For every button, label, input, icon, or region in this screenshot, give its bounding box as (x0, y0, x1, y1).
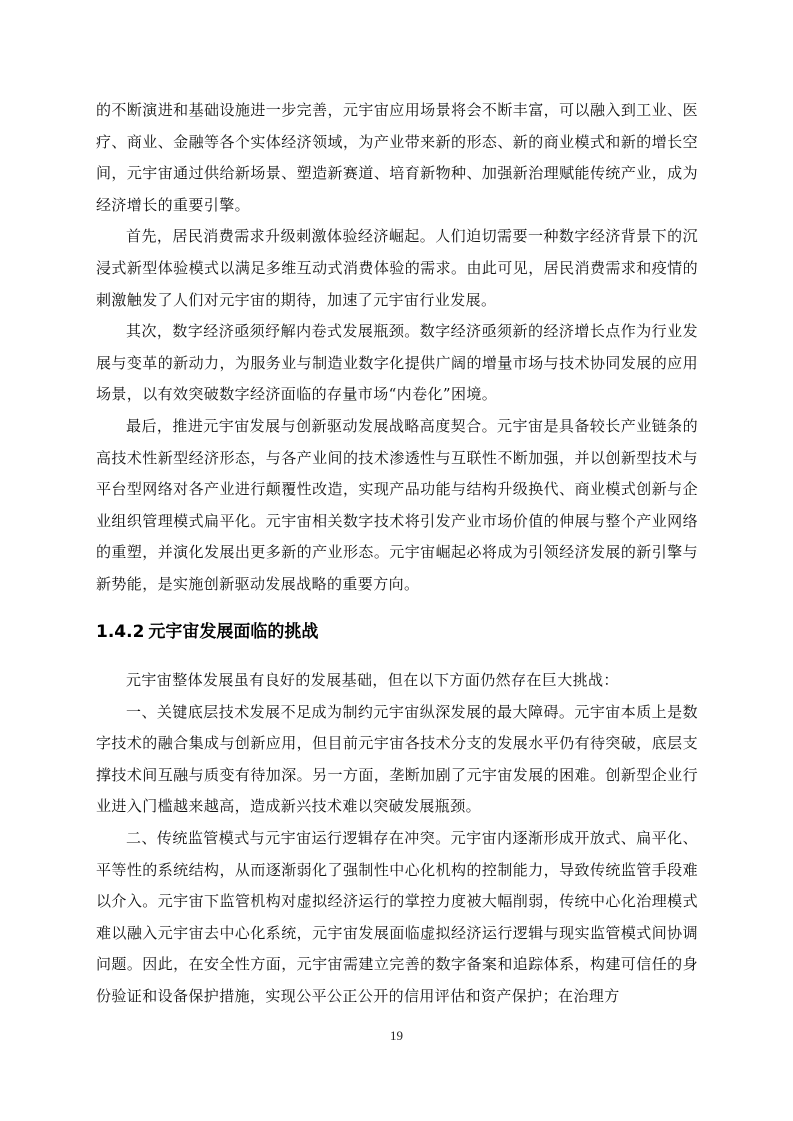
paragraph-challenge-regulation: 二、传统监管模式与元宇宙运行逻辑存在冲突。元宇宙内逐渐形成开放式、扁平化、平等性的系统结构，从而逐渐弱化了强制性中心化机构的控制能力，导致传统监管手段难以介入。元宇宙下监管机构对虚拟经济运行的掌控力度被大幅削弱，传统中心化治理模式难以融入元宇宙去中心化系统，元宇宙发展面临虚拟经济运行逻辑与现实监管模式间协调问题。因此，在安全性方面，元宇宙需建立完善的数字备案和追踪体系，构建可信任的身份验证和设备保护措施，实现公平公正公开的信用评估和资产保护；在治理方 (96, 828, 698, 1005)
section-heading (96, 619, 698, 645)
paragraph-challenge-technology: 一、关键底层技术发展不足成为制约元宇宙纵深发展的最大障碍。元宇宙本质上是数字技术的融合集成与创新应用，但目前元宇宙各技术分支的发展水平仍有待突破，底层支撑技术间互融与质变有待加深。另一方面，垄断加剧了元宇宙发展的困难。创新型企业行业进入门槛越来越高，造成新兴技术难以突破发展瓶颈。 (96, 702, 698, 816)
paragraph-consumer-demand: 首先，居民消费需求升级刺激体验经济崛起。人们迫切需要一种数字经济背景下的沉浸式新型体验模式以满足多维互动式消费体验的需求。由此可见，居民消费需求和疫情的刺激触发了人们对元宇宙的期待，加速了元宇宙行业发展。 (96, 227, 698, 309)
page-number: 19 (390, 1028, 403, 1043)
body-text-section (96, 665, 698, 1013)
paragraph-innovation-strategy: 最后，推进元宇宙发展与创新驱动发展战略高度契合。元宇宙是具备较长产业链条的高技术性新型经济形态，与各产业间的技术渗透性与互联性不断加强，并以创新型技术与平台型网络对各产业进行颠覆性改造，实现产品功能与结构升级换代、商业模式创新与企业组织管理模式扁平化。元宇宙相关数字技术将引发产业市场价值的伸展与整个产业网络的重塑，并演化发展出更多新的产业形态。元宇宙崛起必将成为引领经济发展的新引擎与新势能，是实施创新驱动发展战略的重要方向。 (96, 416, 698, 593)
section-number: 1.4.2 (96, 622, 145, 642)
paragraph-digital-economy: 其次，数字经济亟须纾解内卷式发展瓶颈。数字经济亟须新的经济增长点作为行业发展与变革的新动力，为服务业与制造业数字化提供广阔的增量市场与技术协同发展的应用场景，以有效突破数字经济面临的存量市场“内卷化”困境。 (96, 322, 698, 404)
body-text-top (96, 95, 698, 601)
paragraph-challenges-intro: 元宇宙整体发展虽有良好的发展基础，但在以下方面仍然存在巨大挑战： (126, 671, 619, 689)
section-title: 元宇宙发展面临的挑战 (148, 622, 319, 642)
paragraph-continued: 的不断演进和基础设施进一步完善，元宇宙应用场景将会不断丰富，可以融入到工业、医疗、商业、金融等各个实体经济领域，为产业带来新的形态、新的商业模式和新的增长空间，元宇宙通过供给新场景、塑造新赛道、培育新物种、加强新治理赋能传统产业，成为经济增长的重要引擎。 (96, 101, 698, 214)
